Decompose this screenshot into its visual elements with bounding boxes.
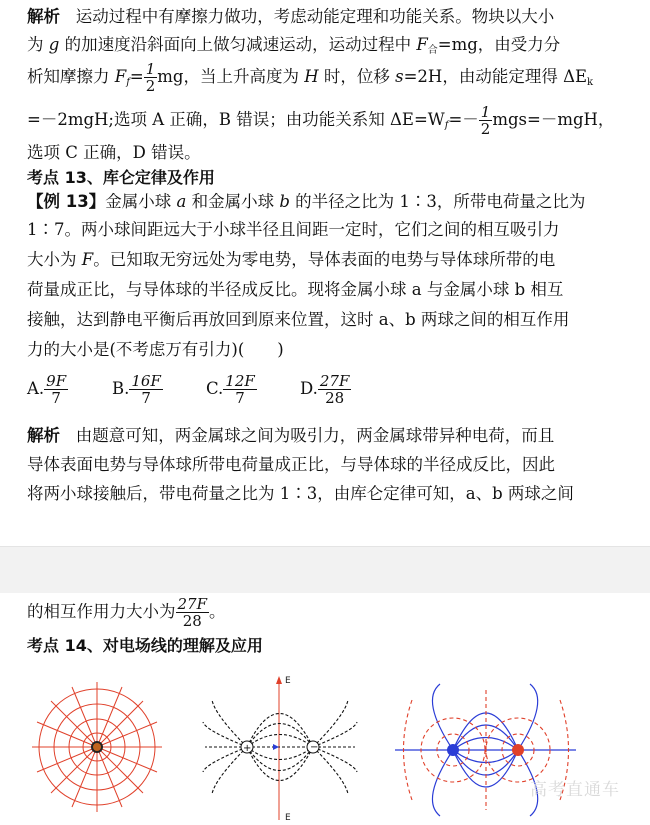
analysis2-line3: 将两小球接触后，带电荷量之比为 1∶3，由库仑定律可知，a、b 两球之间 bbox=[27, 484, 574, 503]
analysis-label: 解析 bbox=[27, 7, 60, 26]
axis-label-top: E bbox=[285, 676, 291, 686]
example13-line4: 荷量成正比，与导体球的半径成反比。现将金属小球 a 与金属小球 b 相互 bbox=[27, 280, 564, 299]
svg-text:+: + bbox=[243, 743, 252, 754]
fraction: $\frac{27F}{28}$ bbox=[177, 595, 207, 630]
analysis1-line2: 为 g 的加速度沿斜面向上做匀减速运动，运动过程中 $F_合=mg$，由受力分 bbox=[27, 35, 561, 56]
section-heading-13: 考点 13、库仑定律及作用 bbox=[27, 168, 215, 187]
radial-field-icon bbox=[32, 682, 162, 812]
example13-line5: 接触，达到静电平衡后再放回到原来位置，这时 a、b 两球之间的相互作用 bbox=[27, 310, 570, 329]
example-tag: 【例 13】 bbox=[27, 192, 106, 211]
fraction: $\frac{1}{2}$ bbox=[480, 103, 491, 138]
option-b[interactable]: B. $\frac{16F}{7}$ bbox=[112, 372, 161, 407]
example13-line6: 力的大小是(不考虑万有引力)( ) bbox=[27, 340, 284, 359]
watermark: 高考直通车 bbox=[530, 780, 620, 800]
analysis1-line4: =－2mgH;选项 A 正确，B 错误；由功能关系知 $\Delta E=W_f=-$ $\frac{1}{2}$ mgs=－mgH， bbox=[27, 103, 615, 138]
analysis1-line3: 析知摩擦力 $F_f=$ $\frac{1}{2}$ mg，当上升高度为 H 时，位移 s=2H，由动能定理得 $\Delta E_k$ bbox=[27, 60, 594, 95]
analysis2-line4: 的相互作用力大小为 $\frac{27F}{28}$ 。 bbox=[27, 595, 226, 630]
analysis1-line1: 解析 运动过程中有摩擦力做功，考虑动能定理和功能关系。物块以大小 bbox=[27, 7, 555, 26]
option-c[interactable]: C. $\frac{12F}{7}$ bbox=[206, 372, 255, 407]
analysis1-line5: 选项 C 正确，D 错误。 bbox=[27, 143, 201, 162]
dipole-field-icon bbox=[203, 676, 357, 823]
analysis-label: 解析 bbox=[27, 426, 60, 445]
example13-line2: 1∶7。两小球间距远大于小球半径且间距一定时，它们之间的相互吸引力 bbox=[27, 220, 560, 239]
section-heading-14: 考点 14、对电场线的理解及应用 bbox=[27, 636, 263, 655]
svg-text:−: − bbox=[310, 742, 319, 753]
analysis2-line2: 导体表面电势与导体球所带电荷量成正比，与导体球的半径成反比，因此 bbox=[27, 455, 555, 474]
example13-line3: 大小为 F。已知取无穷远处为零电势，导体表面的电势与导体球所带的电 bbox=[27, 250, 556, 269]
analysis2-line1: 解析 由题意可知，两金属球之间为吸引力，两金属球带异种电荷，而且 bbox=[27, 426, 555, 445]
option-a[interactable]: A. $\frac{9F}{7}$ bbox=[27, 372, 67, 407]
axis-label-bottom: E bbox=[285, 813, 291, 823]
example13-line1: 【例 13】金属小球 a 和金属小球 b 的半径之比为 1∶3，所带电荷量之比为 bbox=[27, 192, 586, 211]
fraction: $\frac{1}{2}$ bbox=[145, 60, 156, 95]
option-d[interactable]: D. $\frac{27F}{28}$ bbox=[300, 372, 350, 407]
